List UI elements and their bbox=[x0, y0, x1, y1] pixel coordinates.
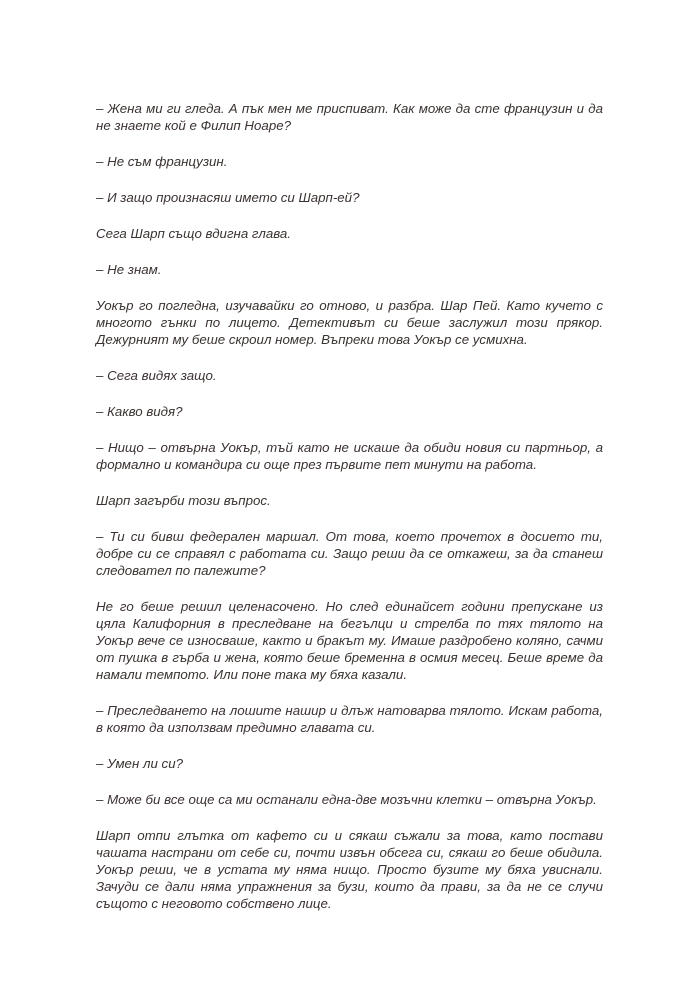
paragraph: – Ти си бивш федерален маршал. От това, което прочетох в досието ти, добре си се справял с работата си. Защо реши да се откажеш, за да станеш следовател по палежите? bbox=[96, 529, 603, 578]
paragraph: Шарп отпи глътка от кафето си и сякаш съжали за това, като постави чашата настрани от себе си, почти извън обсега си, сякаш го беше обидила. Уокър реши, че в устата му няма нищо. Просто бузите му бяха увиснали. Зачуди се дали няма упражнения за бузи, които да прави, за да не се случи същото с неговото собствено лице. bbox=[96, 828, 603, 911]
paragraph: Сега Шарп също вдигна глава. bbox=[96, 226, 291, 241]
paragraph: – Жена ми ги гледа. А пък мен ме приспиват. Как може да сте французин и да не знаете кой е Филип Ноаре? bbox=[96, 101, 603, 133]
paragraph: – Не знам. bbox=[96, 262, 162, 277]
paragraph: – И защо произнасяш името си Шарп-ей? bbox=[96, 190, 360, 205]
paragraph: Уокър го погледна, изучавайки го отново, и разбра. Шар Пей. Като кучето с многото гънки по лицето. Детективът си беше заслужил този прякор. Дежурният му беше скроил номер. Въпреки това Уокър се усмихна. bbox=[96, 298, 603, 347]
paragraph: – Умен ли си? bbox=[96, 756, 183, 771]
paragraph: – Нищо – отвърна Уокър, тъй като не искаше да обиди новия си партньор, а формално и командира си още през първите пет минути на работа. bbox=[96, 440, 603, 472]
paragraph: – Преследването на лошите нашир и длъж натоварва тялото. Искам работа, в която да използвам предимно главата си. bbox=[96, 703, 603, 735]
paragraph: – Какво видя? bbox=[96, 404, 183, 419]
paragraph: – Сега видях защо. bbox=[96, 368, 217, 383]
paragraph: – Не съм французин. bbox=[96, 154, 228, 169]
paragraph: Не го беше решил целенасочено. Но след единайсет години препускане из цяла Калифорния в преследване на бегълци и стрелба по тях тялото на Уокър вече се износваше, както и бракът му. Имаше раздробено коляно, сачми от пушка в гърба и жена, която беше бременна в осмия месец. Беше време да намали темпото. Или поне така му бяха казали. bbox=[96, 599, 603, 682]
body-text bbox=[96, 100, 603, 931]
paragraph: Шарп загърби този въпрос. bbox=[96, 493, 271, 508]
paragraph: – Може би все още са ми останали една-две мозъчни клетки – отвърна Уокър. bbox=[96, 792, 597, 807]
